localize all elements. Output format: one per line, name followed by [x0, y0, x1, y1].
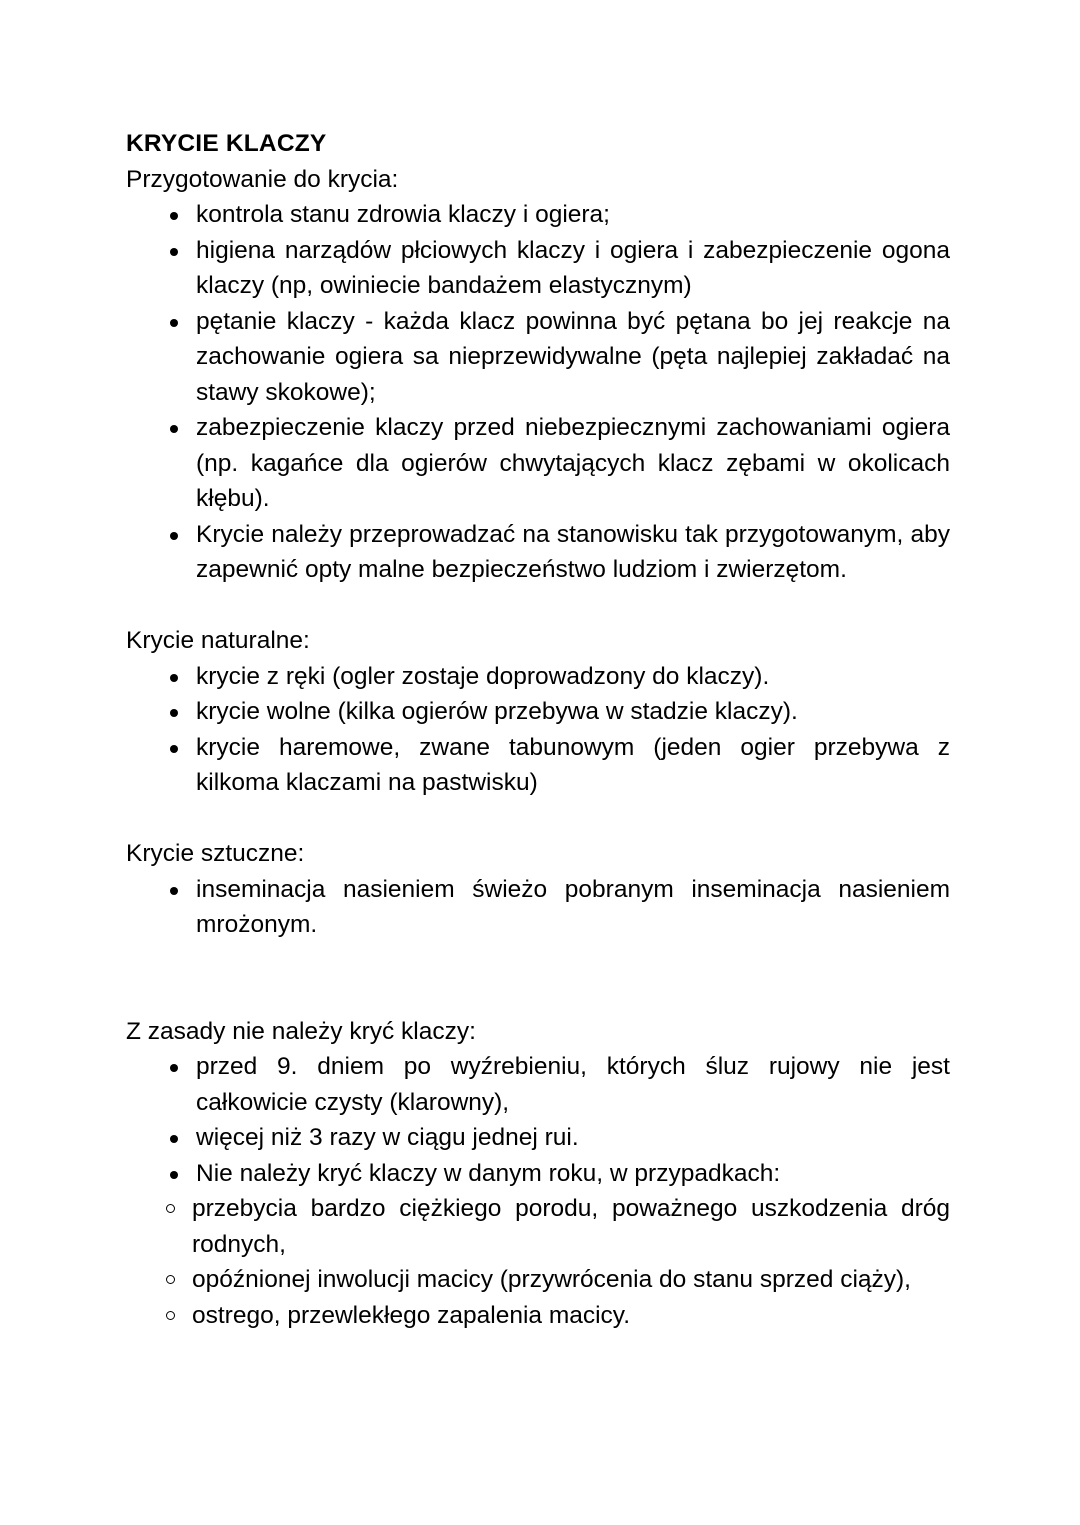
section-gap-large	[126, 943, 950, 1014]
natural-heading: Krycie naturalne:	[126, 627, 310, 654]
sub-list-item: ostrego, przewlekłego zapalenia macicy.	[126, 1298, 950, 1334]
list-item: krycie haremowe, zwane tabunowym (jeden ogier przebywa z kilkoma klaczami na pastwisku)	[126, 730, 950, 801]
restrictions-list	[126, 1049, 950, 1191]
document-body	[126, 126, 950, 1333]
list-item: krycie wolne (kilka ogierów przebywa w stadzie klaczy).	[126, 694, 950, 730]
section-gap	[126, 801, 950, 837]
list-item: zabezpieczenie klaczy przed niebezpiecznymi zachowaniami ogiera (np. kagańce dla ogierów chwytających klacz zębami w okolicach kłębu).	[126, 410, 950, 517]
restrictions-heading: Z zasady nie należy kryć klaczy:	[126, 1017, 476, 1045]
list-item: inseminacja nasieniem świeżo pobranym inseminacja nasieniem mrożonym.	[126, 872, 950, 943]
list-item: higiena narządów płciowych klaczy i ogiera i zabezpieczenie ogona klaczy (np, owiniecie bandażem elastycznym)	[126, 233, 950, 304]
natural-list	[126, 659, 950, 801]
preparation-list	[126, 197, 950, 588]
list-item: krycie z ręki (ogler zostaje doprowadzony do klaczy).	[126, 659, 950, 695]
list-item: więcej niż 3 razy w ciągu jednej rui.	[126, 1120, 950, 1156]
page-title: KRYCIE KLACZY	[126, 130, 327, 157]
sub-list-item: opóźnionej inwolucji macicy (przywrócenia do stanu sprzed ciąży),	[126, 1262, 950, 1298]
artificial-heading: Krycie sztuczne:	[126, 840, 305, 867]
artificial-list	[126, 872, 950, 943]
list-item: pętanie klaczy - każda klacz powinna być pętana bo jej reakcje na zachowanie ogiera sa nieprzewidywalne (pęta najlepiej zakładać na stawy skokowe);	[126, 304, 950, 411]
section-gap	[126, 588, 950, 624]
restrictions-sublist	[126, 1191, 950, 1333]
sub-list-item: przebycia bardzo ciężkiego porodu, poważnego uszkodzenia dróg rodnych,	[126, 1191, 950, 1262]
list-item: kontrola stanu zdrowia klaczy i ogiera;	[126, 197, 950, 233]
list-item: przed 9. dniem po wyźrebieniu, których śluz rujowy nie jest całkowicie czysty (klarowny),	[126, 1049, 950, 1120]
list-item: Nie należy kryć klaczy w danym roku, w przypadkach:	[126, 1156, 950, 1192]
list-item: Krycie należy przeprowadzać na stanowisku tak przygotowanym, aby zapewnić opty malne bezpieczeństwo ludziom i zwierzętom.	[126, 517, 950, 588]
preparation-heading: Przygotowanie do krycia:	[126, 165, 399, 193]
